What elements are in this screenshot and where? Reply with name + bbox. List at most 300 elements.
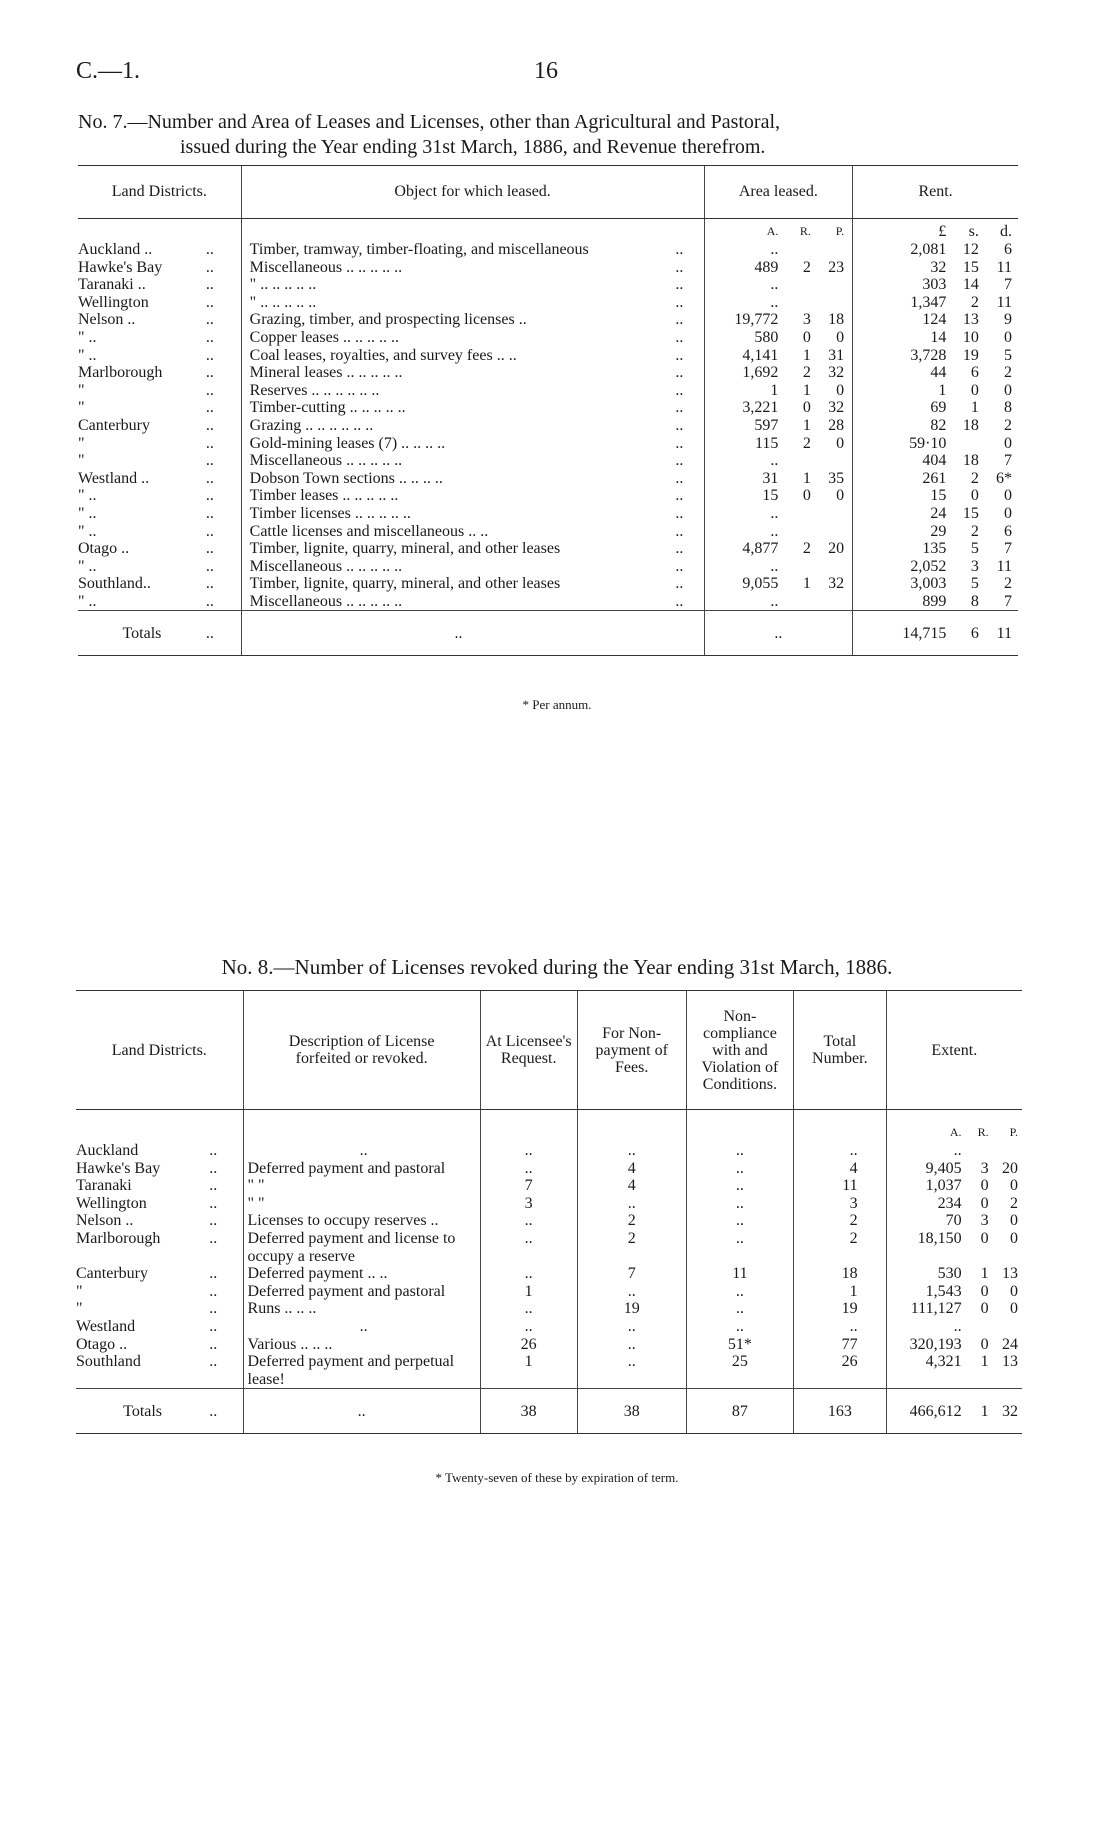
area-acres: 580 bbox=[704, 329, 778, 347]
extent-perches: 0 bbox=[1010, 1229, 1018, 1247]
nonpayment-cell: .. bbox=[577, 1318, 686, 1336]
object-cell: Timber-cutting .. .. .. .. .. bbox=[241, 399, 675, 417]
nonpayment-cell: 2 bbox=[577, 1212, 686, 1230]
extent-acres: .. bbox=[886, 1318, 961, 1336]
totals8-acres: 466,612 bbox=[886, 1389, 961, 1434]
total-cell: .. bbox=[794, 1318, 887, 1336]
area-roods: 2 bbox=[802, 364, 811, 382]
nonpayment-cell: 4 bbox=[577, 1160, 686, 1178]
table-row bbox=[78, 470, 1018, 488]
noncompliance-cell: 51* bbox=[686, 1336, 793, 1354]
table-row bbox=[78, 523, 1018, 541]
district-cell: " .. bbox=[78, 328, 97, 346]
extent-perches bbox=[989, 1142, 1022, 1160]
object-cell: Timber licenses .. .. .. .. .. bbox=[241, 505, 675, 523]
area-acres: 15 bbox=[704, 487, 778, 505]
area-perches: 28 bbox=[828, 416, 845, 434]
total-cell: 2 bbox=[794, 1230, 887, 1265]
area-roods bbox=[778, 241, 811, 259]
page-header bbox=[76, 58, 1026, 88]
leader-dots: .. bbox=[205, 434, 214, 452]
area-perches bbox=[811, 241, 853, 259]
rent-pounds: 3,003 bbox=[853, 575, 947, 593]
extent-acres: .. bbox=[886, 1142, 961, 1160]
area-roods: 2 bbox=[802, 258, 811, 276]
rent-pounds: 1 bbox=[853, 382, 947, 400]
unit-roods-8: R. bbox=[977, 1125, 989, 1140]
area-perches: 0 bbox=[836, 487, 845, 505]
extent-acres: 1,543 bbox=[886, 1283, 961, 1301]
district-cell: " bbox=[78, 399, 85, 417]
district-cell: " bbox=[76, 1300, 83, 1318]
nonpayment-cell: .. bbox=[577, 1142, 686, 1160]
table-row bbox=[78, 259, 1018, 277]
leader-dots: .. bbox=[209, 1212, 218, 1230]
area-roods: 0 bbox=[802, 487, 811, 505]
rent-pounds: 69 bbox=[853, 399, 947, 417]
totals8-sep: .. bbox=[209, 1389, 243, 1434]
extent-perches: 24 bbox=[1002, 1335, 1018, 1353]
area-perches: 18 bbox=[828, 311, 845, 329]
table-row bbox=[76, 1195, 1022, 1213]
leader-dots: .. bbox=[205, 504, 214, 522]
rent-pence: 6 bbox=[1004, 522, 1012, 540]
area-perches bbox=[811, 294, 853, 312]
area-perches bbox=[811, 505, 853, 523]
leader-dots: .. bbox=[209, 1229, 218, 1247]
table-row bbox=[78, 276, 1018, 294]
leader-dots: .. bbox=[205, 381, 214, 399]
totals8-noncompliance: 87 bbox=[686, 1389, 793, 1434]
extent-perches bbox=[989, 1318, 1022, 1336]
object-cell: Miscellaneous .. .. .. .. .. bbox=[241, 259, 675, 277]
rent-shillings: 2 bbox=[970, 469, 979, 487]
area-perches: 0 bbox=[836, 328, 845, 346]
area-roods bbox=[778, 276, 811, 294]
leader-dots: .. bbox=[209, 1194, 218, 1212]
leader-dots: .. bbox=[675, 522, 684, 540]
description-cell: " " bbox=[243, 1195, 480, 1213]
extent-roods: 3 bbox=[980, 1212, 989, 1230]
object-cell: Reserves .. .. .. .. .. .. bbox=[241, 382, 675, 400]
request-cell: 26 bbox=[480, 1336, 577, 1354]
rent-pounds: 29 bbox=[853, 523, 947, 541]
table7-title-line2: issued during the Year ending 31st March, 1886, and Revenue therefrom. bbox=[180, 136, 766, 158]
area-perches: 20 bbox=[828, 540, 845, 558]
header-area: Area leased. bbox=[704, 166, 853, 219]
leader-dots: .. bbox=[209, 1159, 218, 1177]
area-acres: 9,055 bbox=[704, 575, 778, 593]
table-row bbox=[78, 241, 1018, 259]
total-cell: 26 bbox=[794, 1353, 887, 1389]
object-cell: " .. .. .. .. .. bbox=[241, 294, 675, 312]
table-row bbox=[76, 1318, 1022, 1336]
object-cell: Dobson Town sections .. .. .. .. bbox=[241, 470, 675, 488]
rent-pounds: 44 bbox=[853, 364, 947, 382]
rent-pounds: 135 bbox=[853, 540, 947, 558]
table-row bbox=[76, 1336, 1022, 1354]
district-cell: Auckland bbox=[76, 1142, 139, 1159]
description-cell: Deferred payment and license to occupy a reserve bbox=[243, 1230, 480, 1265]
unit-acres: A. bbox=[704, 219, 778, 242]
rent-pounds: 3,728 bbox=[853, 347, 947, 365]
total-cell: 4 bbox=[794, 1160, 887, 1178]
total-cell: 18 bbox=[794, 1265, 887, 1283]
leader-dots: .. bbox=[675, 293, 684, 311]
object-cell: Timber, lignite, quarry, mineral, and other leases bbox=[241, 540, 675, 558]
totals8-total: 163 bbox=[794, 1389, 887, 1434]
area-perches: 32 bbox=[828, 575, 845, 593]
noncompliance-cell: .. bbox=[686, 1212, 793, 1230]
table-row bbox=[78, 435, 1018, 453]
rent-shillings: 5 bbox=[970, 575, 979, 593]
rent-pounds: 899 bbox=[853, 593, 947, 611]
request-cell: 1 bbox=[480, 1353, 577, 1389]
object-cell: Miscellaneous .. .. .. .. .. bbox=[241, 593, 675, 611]
totals8-roods: 1 bbox=[962, 1389, 989, 1434]
table-row bbox=[76, 1230, 1022, 1265]
district-cell: Nelson .. bbox=[76, 1212, 134, 1230]
rent-pence: 11 bbox=[996, 258, 1012, 276]
district-cell: Otago .. bbox=[78, 540, 130, 558]
rent-pence: 0 bbox=[1004, 504, 1012, 522]
table-row bbox=[76, 1212, 1022, 1230]
extent-roods: 0 bbox=[980, 1300, 989, 1318]
rent-pounds: 59·10 bbox=[853, 435, 947, 453]
area-roods bbox=[778, 558, 811, 576]
noncompliance-cell: .. bbox=[686, 1230, 793, 1265]
total-cell: .. bbox=[794, 1142, 887, 1160]
document-reference: C.—1. bbox=[76, 58, 141, 84]
rent-shillings: 8 bbox=[970, 592, 979, 610]
area-roods bbox=[778, 452, 811, 470]
extent-perches: 20 bbox=[1002, 1159, 1018, 1177]
rent-shillings: 13 bbox=[962, 311, 979, 329]
object-cell: Miscellaneous .. .. .. .. .. bbox=[241, 558, 675, 576]
leader-dots: .. bbox=[675, 328, 684, 346]
area-acres: 4,141 bbox=[704, 347, 778, 365]
leader-dots: .. bbox=[209, 1142, 218, 1159]
district-cell: Hawke's Bay bbox=[78, 258, 163, 276]
request-cell: 3 bbox=[480, 1195, 577, 1213]
leader-dots: .. bbox=[675, 592, 684, 610]
rent-pence: 0 bbox=[1004, 487, 1012, 505]
table-row bbox=[78, 399, 1018, 417]
object-cell: Copper leases .. .. .. .. .. bbox=[241, 329, 675, 347]
unit-shillings: s. bbox=[968, 223, 979, 241]
nonpayment-cell: 2 bbox=[577, 1230, 686, 1265]
rent-pence: 8 bbox=[1004, 399, 1012, 417]
object-cell: Cattle licenses and miscellaneous .. .. bbox=[241, 523, 675, 541]
rent-pounds: 24 bbox=[853, 505, 947, 523]
area-roods: 1 bbox=[802, 346, 811, 364]
leader-dots: .. bbox=[209, 1317, 218, 1335]
extent-perches: 0 bbox=[1010, 1212, 1018, 1230]
leader-dots: .. bbox=[209, 1353, 218, 1371]
extent-roods: 1 bbox=[980, 1265, 989, 1283]
extent-acres: 70 bbox=[886, 1212, 961, 1230]
leader-dots: .. bbox=[205, 241, 214, 258]
table-row bbox=[78, 452, 1018, 470]
area-acres: 489 bbox=[704, 259, 778, 277]
area-acres: 1 bbox=[704, 382, 778, 400]
district-cell: Wellington bbox=[76, 1194, 147, 1212]
table-row bbox=[78, 294, 1018, 312]
area-acres: .. bbox=[704, 593, 778, 611]
area-acres: .. bbox=[704, 505, 778, 523]
table-row bbox=[78, 505, 1018, 523]
rent-shillings: 0 bbox=[970, 381, 979, 399]
noncompliance-cell: .. bbox=[686, 1177, 793, 1195]
rent-shillings: 2 bbox=[970, 522, 979, 540]
extent-perches: 0 bbox=[1010, 1300, 1018, 1318]
nonpayment-cell: 19 bbox=[577, 1300, 686, 1318]
rent-pounds: 15 bbox=[853, 487, 947, 505]
request-cell: .. bbox=[480, 1318, 577, 1336]
leader-dots: .. bbox=[205, 328, 214, 346]
unit-roods: R. bbox=[799, 224, 811, 239]
header-object: Object for which leased. bbox=[241, 166, 704, 219]
header-total: Total Number. bbox=[794, 991, 887, 1110]
rent-pounds: 303 bbox=[853, 276, 947, 294]
table7-header-row bbox=[78, 166, 1018, 219]
district-cell: Taranaki bbox=[76, 1177, 132, 1195]
leader-dots: .. bbox=[205, 540, 214, 558]
district-cell: " .. bbox=[78, 522, 97, 540]
district-cell: Marlborough bbox=[76, 1229, 161, 1247]
leader-dots: .. bbox=[675, 452, 684, 470]
district-cell: Nelson .. bbox=[78, 311, 136, 329]
rent-shillings: 15 bbox=[962, 504, 979, 522]
rent-pence: 0 bbox=[1004, 328, 1012, 346]
description-cell: .. bbox=[243, 1142, 480, 1160]
rent-pence: 2 bbox=[1004, 364, 1012, 382]
table-row bbox=[76, 1177, 1022, 1195]
extent-acres: 9,405 bbox=[886, 1160, 961, 1178]
unit-acres-8: A. bbox=[886, 1110, 961, 1143]
totals-pounds: 14,715 bbox=[853, 611, 947, 656]
rent-shillings bbox=[946, 435, 979, 453]
area-perches: 0 bbox=[836, 381, 845, 399]
object-cell: Miscellaneous .. .. .. .. .. bbox=[241, 452, 675, 470]
district-cell: Wellington bbox=[78, 293, 149, 311]
leader-dots: .. bbox=[675, 575, 684, 593]
total-cell: 19 bbox=[794, 1300, 887, 1318]
table-row bbox=[78, 540, 1018, 558]
extent-roods: 0 bbox=[980, 1229, 989, 1247]
unit-perches: P. bbox=[835, 224, 845, 239]
leader-dots: .. bbox=[205, 293, 214, 311]
leader-dots: .. bbox=[675, 434, 684, 452]
area-roods: 0 bbox=[802, 399, 811, 417]
totals-pence: 11 bbox=[979, 611, 1018, 656]
rent-pounds: 2,052 bbox=[853, 558, 947, 576]
totals-sep: .. bbox=[206, 611, 241, 656]
leader-dots: .. bbox=[675, 346, 684, 364]
area-perches: 32 bbox=[828, 364, 845, 382]
rent-shillings: 12 bbox=[962, 241, 979, 258]
leader-dots: .. bbox=[205, 399, 214, 417]
leader-dots: .. bbox=[675, 540, 684, 558]
total-cell: 2 bbox=[794, 1212, 887, 1230]
total-cell: 77 bbox=[794, 1336, 887, 1354]
request-cell: 7 bbox=[480, 1177, 577, 1195]
object-cell: Timber leases .. .. .. .. .. bbox=[241, 487, 675, 505]
rent-pounds: 1,347 bbox=[853, 294, 947, 312]
area-roods bbox=[778, 294, 811, 312]
object-cell: Grazing, timber, and prospecting licenses .. bbox=[241, 311, 675, 329]
table7-body bbox=[78, 219, 1018, 611]
district-cell: Taranaki .. bbox=[78, 276, 146, 294]
noncompliance-cell: .. bbox=[686, 1318, 793, 1336]
leader-dots: .. bbox=[205, 487, 214, 505]
leader-dots: .. bbox=[675, 311, 684, 329]
district-cell: Canterbury bbox=[78, 416, 150, 434]
area-perches bbox=[811, 593, 853, 611]
table-row bbox=[76, 1353, 1022, 1389]
table-row bbox=[78, 382, 1018, 400]
table7-footnote: * Per annum. bbox=[522, 697, 592, 712]
description-cell: Runs .. .. .. bbox=[243, 1300, 480, 1318]
extent-acres: 111,127 bbox=[886, 1300, 961, 1318]
leader-dots: .. bbox=[205, 258, 214, 276]
rent-pence: 5 bbox=[1004, 346, 1012, 364]
nonpayment-cell: .. bbox=[577, 1353, 686, 1389]
district-cell: Hawke's Bay bbox=[76, 1159, 161, 1177]
area-roods: 1 bbox=[802, 575, 811, 593]
object-cell: Mineral leases .. .. .. .. .. bbox=[241, 364, 675, 382]
table8-header-row bbox=[76, 991, 1022, 1110]
units-row bbox=[78, 219, 1018, 242]
district-cell: Southland.. bbox=[78, 575, 151, 593]
table8-totals-row bbox=[76, 1389, 1022, 1434]
area-acres: .. bbox=[704, 452, 778, 470]
area-acres: 597 bbox=[704, 417, 778, 435]
rent-pence: 6* bbox=[996, 469, 1012, 487]
district-cell: " .. bbox=[78, 346, 97, 364]
table8-footnote: * Twenty-seven of these by expiration of term. bbox=[435, 1470, 679, 1485]
leader-dots: .. bbox=[205, 575, 214, 593]
total-cell: 1 bbox=[794, 1283, 887, 1301]
table-row bbox=[76, 1142, 1022, 1160]
area-roods: 2 bbox=[802, 434, 811, 452]
noncompliance-cell: .. bbox=[686, 1283, 793, 1301]
request-cell: .. bbox=[480, 1212, 577, 1230]
leader-dots: .. bbox=[675, 241, 684, 258]
district-cell: " .. bbox=[78, 592, 97, 610]
rent-pence: 11 bbox=[996, 293, 1012, 311]
rent-pence: 7 bbox=[1004, 452, 1012, 470]
description-cell: Deferred payment and pastoral bbox=[243, 1283, 480, 1301]
district-cell: " .. bbox=[78, 504, 97, 522]
area-acres: 4,877 bbox=[704, 540, 778, 558]
extent-perches: 13 bbox=[1002, 1353, 1018, 1371]
totals8-perches: 32 bbox=[989, 1389, 1022, 1434]
rent-pounds: 82 bbox=[853, 417, 947, 435]
noncompliance-cell: 25 bbox=[686, 1353, 793, 1389]
noncompliance-cell: .. bbox=[686, 1195, 793, 1213]
rent-pence: 7 bbox=[1004, 540, 1012, 558]
rent-pence: 0 bbox=[1004, 434, 1012, 452]
object-cell: Timber, lignite, quarry, mineral, and other leases bbox=[241, 575, 675, 593]
area-acres: 115 bbox=[704, 435, 778, 453]
totals8-request: 38 bbox=[480, 1389, 577, 1434]
unit-pounds: £ bbox=[853, 219, 947, 242]
extent-perches: 13 bbox=[1002, 1265, 1018, 1283]
totals-shillings: 6 bbox=[946, 611, 979, 656]
district-cell: Westland .. bbox=[78, 469, 150, 487]
extent-acres: 530 bbox=[886, 1265, 961, 1283]
district-cell: Otago .. bbox=[76, 1335, 128, 1353]
table-row bbox=[76, 1300, 1022, 1318]
description-cell: Deferred payment .. .. bbox=[243, 1265, 480, 1283]
leader-dots: .. bbox=[209, 1335, 218, 1353]
header-extent: Extent. bbox=[886, 991, 1022, 1110]
district-cell: Marlborough bbox=[78, 364, 163, 382]
table-row bbox=[76, 1283, 1022, 1301]
unit-perches-8: P. bbox=[1009, 1125, 1018, 1140]
page-number: 16 bbox=[534, 58, 558, 84]
area-roods bbox=[778, 505, 811, 523]
area-roods: 0 bbox=[802, 328, 811, 346]
rent-pence: 2 bbox=[1004, 575, 1012, 593]
leader-dots: .. bbox=[675, 487, 684, 505]
table-row bbox=[78, 311, 1018, 329]
area-acres: 19,772 bbox=[704, 311, 778, 329]
area-acres: 1,692 bbox=[704, 364, 778, 382]
totals-label: Totals bbox=[78, 611, 206, 656]
district-cell: Canterbury bbox=[76, 1265, 148, 1283]
extent-perches: 0 bbox=[1010, 1177, 1018, 1195]
totals8-nonpayment: 38 bbox=[577, 1389, 686, 1434]
extent-acres: 1,037 bbox=[886, 1177, 961, 1195]
totals-object: .. bbox=[241, 611, 675, 656]
totals8-description: .. bbox=[243, 1389, 480, 1434]
request-cell: .. bbox=[480, 1265, 577, 1283]
table-row bbox=[78, 593, 1018, 611]
nonpayment-cell: 4 bbox=[577, 1177, 686, 1195]
leader-dots: .. bbox=[675, 416, 684, 434]
description-cell: Deferred payment and perpetual lease! bbox=[243, 1353, 480, 1389]
object-cell: " .. .. .. .. .. bbox=[241, 276, 675, 294]
area-acres: .. bbox=[704, 523, 778, 541]
extent-acres: 18,150 bbox=[886, 1230, 961, 1265]
rent-pence: 2 bbox=[1004, 416, 1012, 434]
total-cell: 11 bbox=[794, 1177, 887, 1195]
leader-dots: .. bbox=[205, 346, 214, 364]
noncompliance-cell: .. bbox=[686, 1300, 793, 1318]
table8-body bbox=[76, 1110, 1022, 1389]
district-cell: " bbox=[76, 1282, 83, 1300]
extent-acres: 4,321 bbox=[886, 1353, 961, 1389]
area-perches: 0 bbox=[836, 434, 845, 452]
leader-dots: .. bbox=[205, 522, 214, 540]
table-row bbox=[78, 329, 1018, 347]
header-land-districts-8: Land Districts. bbox=[76, 991, 243, 1110]
district-cell: Southland bbox=[76, 1353, 141, 1371]
district-cell: Auckland .. bbox=[78, 241, 153, 258]
extent-perches: 0 bbox=[1010, 1282, 1018, 1300]
rent-shillings: 6 bbox=[970, 364, 979, 382]
nonpayment-cell: .. bbox=[577, 1336, 686, 1354]
area-perches bbox=[811, 558, 853, 576]
rent-pounds: 2,081 bbox=[853, 241, 947, 259]
area-perches: 32 bbox=[828, 399, 845, 417]
extent-acres: 320,193 bbox=[886, 1336, 961, 1354]
header-nonpayment: For Non-payment of Fees. bbox=[577, 991, 686, 1110]
noncompliance-cell: .. bbox=[686, 1160, 793, 1178]
leader-dots: .. bbox=[675, 364, 684, 382]
